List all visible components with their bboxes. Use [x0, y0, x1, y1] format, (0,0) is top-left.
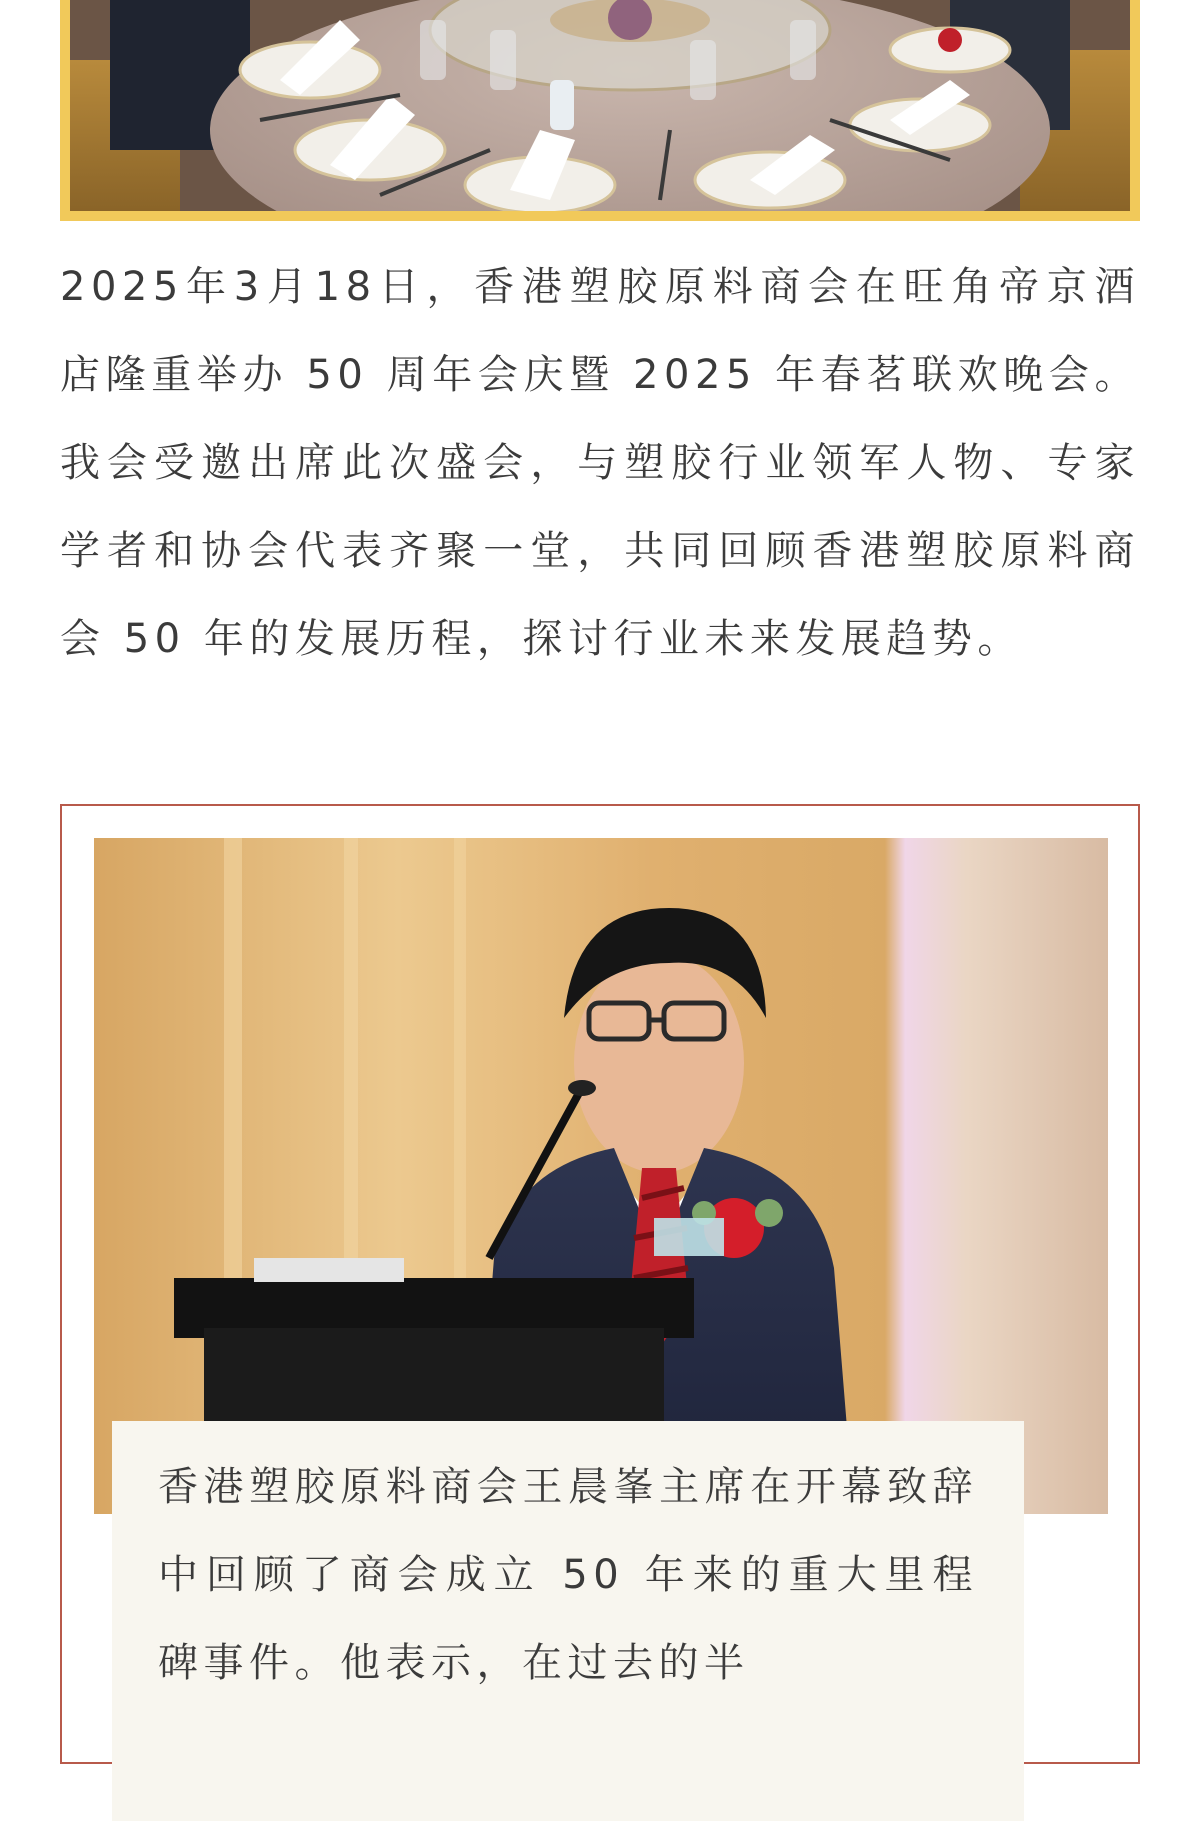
top-photo-frame	[60, 0, 1140, 221]
caption-card	[112, 1421, 1024, 1821]
speaker-photo-drawing	[94, 838, 1108, 1514]
speaker-photo	[94, 838, 1108, 1514]
speech-section	[60, 804, 1140, 1764]
intro-paragraph: 2025年3月18日，香港塑胶原料商会在旺角帝京酒店隆重举办 50 周年会庆暨 2025 年春茗联欢晚会。我会受邀出席此次盛会，与塑胶行业领军人物、专家学者和协会代表齐聚一堂，共同回顾香港塑胶原料商会 50 年的发展历程，探讨行业未来发展趋势。	[60, 264, 1140, 662]
speech-caption: 香港塑胶原料商会王晨峯主席在开幕致辞中回顾了商会成立 50 年来的重大里程碑事件。他表示，在过去的半	[158, 1464, 978, 1686]
banquet-photo-drawing	[70, 0, 1130, 211]
banquet-photo	[70, 0, 1130, 211]
